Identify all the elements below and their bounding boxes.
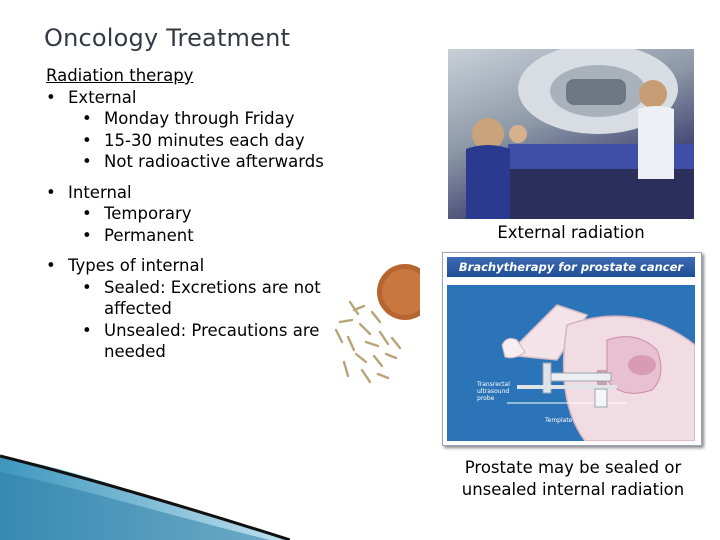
bullet-sub-item: • 15-30 minutes each day [46,130,346,152]
bullet-external: • External [46,87,346,109]
slide-title: Oncology Treatment [44,24,291,52]
bullet-sub-item: • Sealed: Excretions are not affected [46,277,346,320]
external-radiation-caption: External radiation [497,223,645,242]
seeds-and-penny-image [330,262,420,394]
decorative-swoosh [0,448,290,540]
brachytherapy-diagram [447,285,695,441]
bullet-sub-item: • Not radioactive afterwards [46,151,346,173]
bullet-internal: • Internal [46,182,346,204]
template-label: Template [545,417,573,424]
bullet-sub-item: • Monday through Friday [46,108,346,130]
brachytherapy-figure [442,252,702,446]
bullet-list [46,65,346,363]
external-radiation-photo [448,49,694,219]
section-heading: Radiation therapy [46,66,194,85]
bullet-types: • Types of internal [46,255,346,277]
brachytherapy-caption: Prostate may be sealed or unsealed internal radiation [461,458,685,499]
brachytherapy-header: Brachytherapy for prostate cancer [447,257,695,277]
probe-label: Transrectal ultrasound probe [477,381,510,402]
bullet-sub-item: • Temporary [46,203,346,225]
bullet-sub-item: • Unsealed: Precautions are needed [46,320,346,363]
bullet-sub-item: • Permanent [46,225,346,247]
